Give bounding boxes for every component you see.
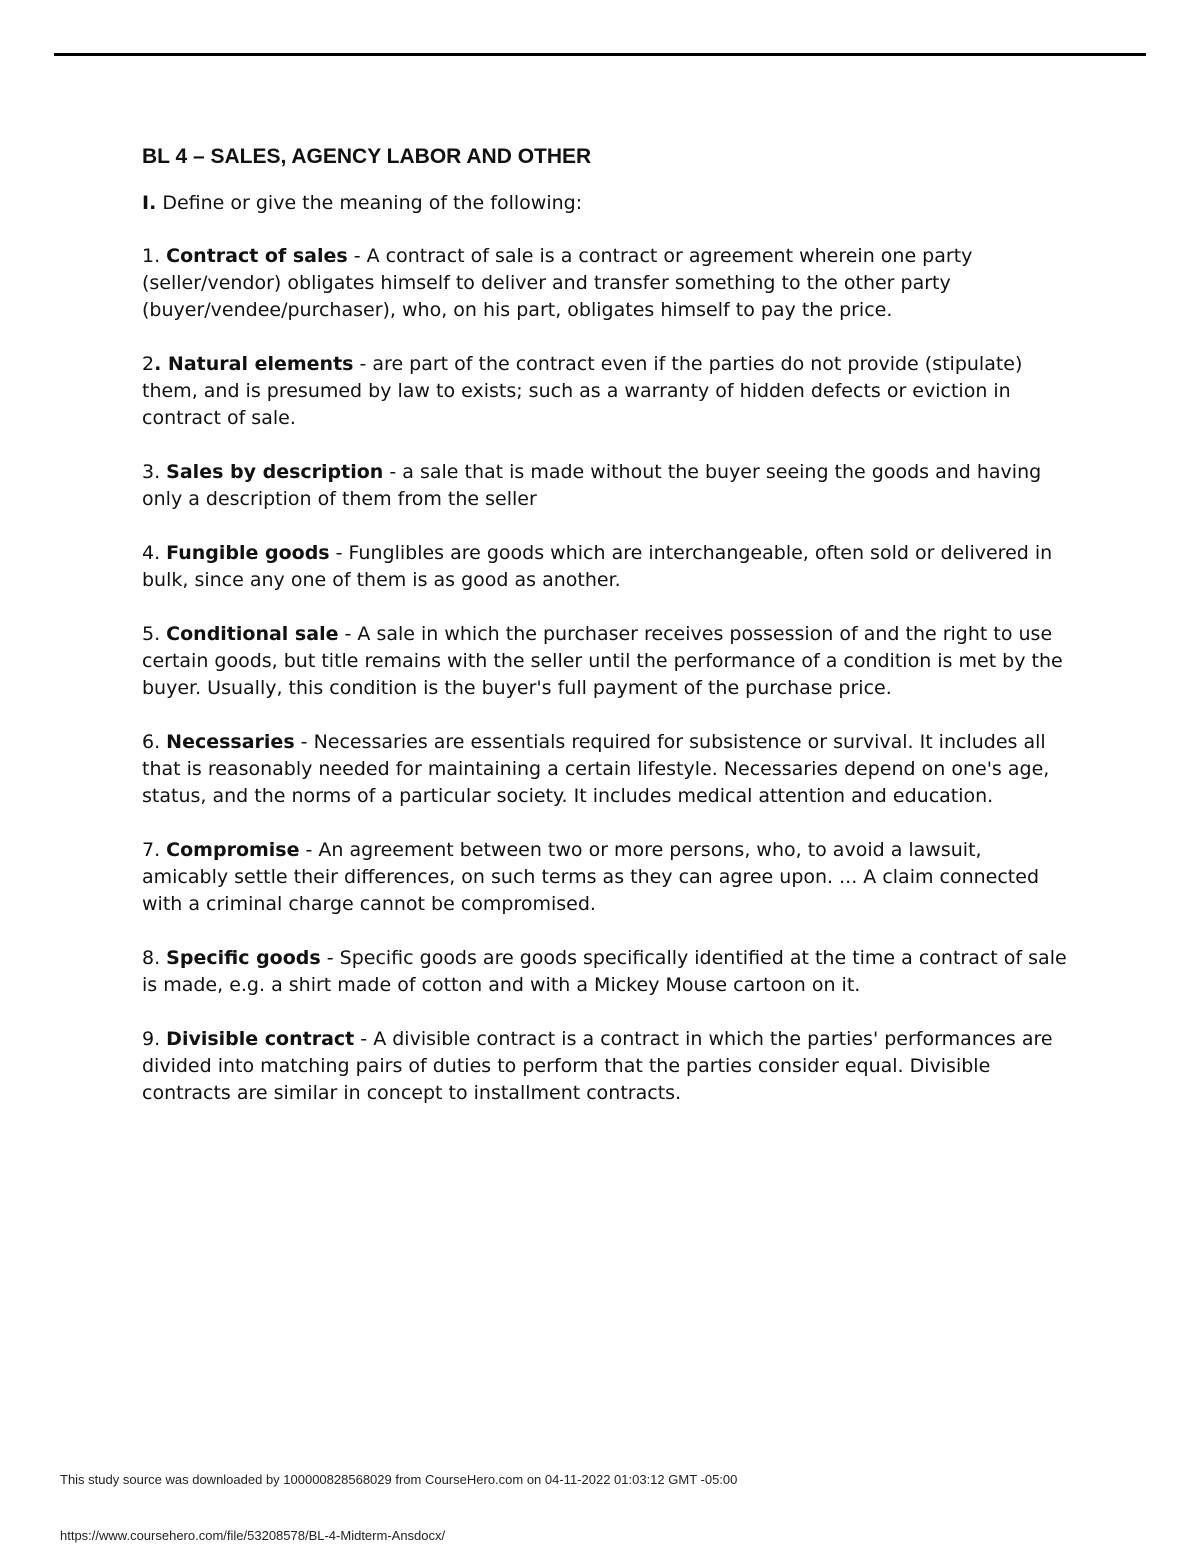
item-definition: - An agreement between two or more persons, who, to avoid a lawsuit, amicably settle their differences, on such terms as they can agree upon. ... A claim connected with a criminal charge cannot be compromised. [142, 839, 1040, 915]
item-number: 1. [142, 245, 167, 267]
document-title: BL 4 – SALES, AGENCY LABOR AND OTHER [142, 145, 592, 168]
item-number: 9. [142, 1028, 167, 1050]
item-term: Conditional sale [166, 623, 339, 645]
item-number: 6. [142, 731, 167, 753]
definition-item-9 [142, 1026, 1072, 1107]
item-definition: - Funglibles are goods which are interchangeable, often sold or delivered in bulk, since any one of them is as good as another. [142, 542, 1053, 591]
document-body [142, 140, 1072, 1134]
item-term: Divisible contract [166, 1028, 355, 1050]
definition-item-3 [142, 459, 1072, 513]
definition-item-5 [142, 621, 1072, 702]
item-term: Fungible goods [166, 542, 330, 564]
item-number: 2 [142, 353, 155, 375]
definition-item-2 [142, 351, 1072, 432]
item-term: Specific goods [166, 947, 321, 969]
item-term: Compromise [166, 839, 300, 861]
item-definition: - Specific goods are goods specifically identified at the time a contract of sale is made, e.g. a shirt made of cotton and with a Mickey Mouse cartoon on it. [142, 947, 1067, 996]
definition-item-8 [142, 945, 1072, 999]
definition-item-6 [142, 729, 1072, 810]
item-number: 5. [142, 623, 167, 645]
item-term: Contract of sales [166, 245, 348, 267]
download-notice: This study source was downloaded by 100000828568029 from CourseHero.com on 04-11-2022 01:03:12 GMT -05:00 [60, 1472, 738, 1487]
item-term: Sales by description [166, 461, 384, 483]
definition-item-4 [142, 540, 1072, 594]
definition-item-7 [142, 837, 1072, 918]
item-definition: - A divisible contract is a contract in which the parties' performances are divided into matching pairs of duties to perform that the parties consider equal. Divisible contracts are similar in concept to installment contracts. [142, 1028, 1053, 1104]
item-definition: - A sale in which the purchaser receives possession of and the right to use certain goods, but title remains with the seller until the performance of a condition is met by the buyer. Usually, this condition is the buyer's full payment of the purchase price. [142, 623, 1063, 699]
item-definition: - are part of the contract even if the parties do not provide (stipulate) them, and is presumed by law to exists; such as a warranty of hidden defects or eviction in contract of sale. [142, 353, 1023, 429]
item-term: . Natural elements [154, 353, 354, 375]
section-instruction: Define or give the meaning of the following: [156, 192, 583, 214]
item-term: Necessaries [166, 731, 295, 753]
item-definition: - Necessaries are essentials required for subsistence or survival. It includes all that is reasonably needed for maintaining a certain lifestyle. Necessaries depend on one's age, status, and the norms of a particular society. It includes medical attention and education. [142, 731, 1050, 807]
source-url: https://www.coursehero.com/file/53208578/BL-4-Midterm-Ansdocx/ [60, 1528, 446, 1543]
item-definition: - A contract of sale is a contract or agreement wherein one party (seller/vendor) obligates himself to deliver and transfer something to the other party (buyer/vendee/purchaser), who, on his part, obligates himself to pay the price. [142, 245, 973, 321]
item-number: 7. [142, 839, 167, 861]
item-number: 3. [142, 461, 167, 483]
item-number: 4. [142, 542, 167, 564]
header-rule [54, 53, 1146, 56]
item-number: 8. [142, 947, 167, 969]
section-numeral: I. [142, 192, 157, 214]
section-heading [142, 190, 1072, 217]
definition-item-1 [142, 243, 1072, 324]
item-definition: - a sale that is made without the buyer seeing the goods and having only a description of them from the seller [142, 461, 1042, 510]
